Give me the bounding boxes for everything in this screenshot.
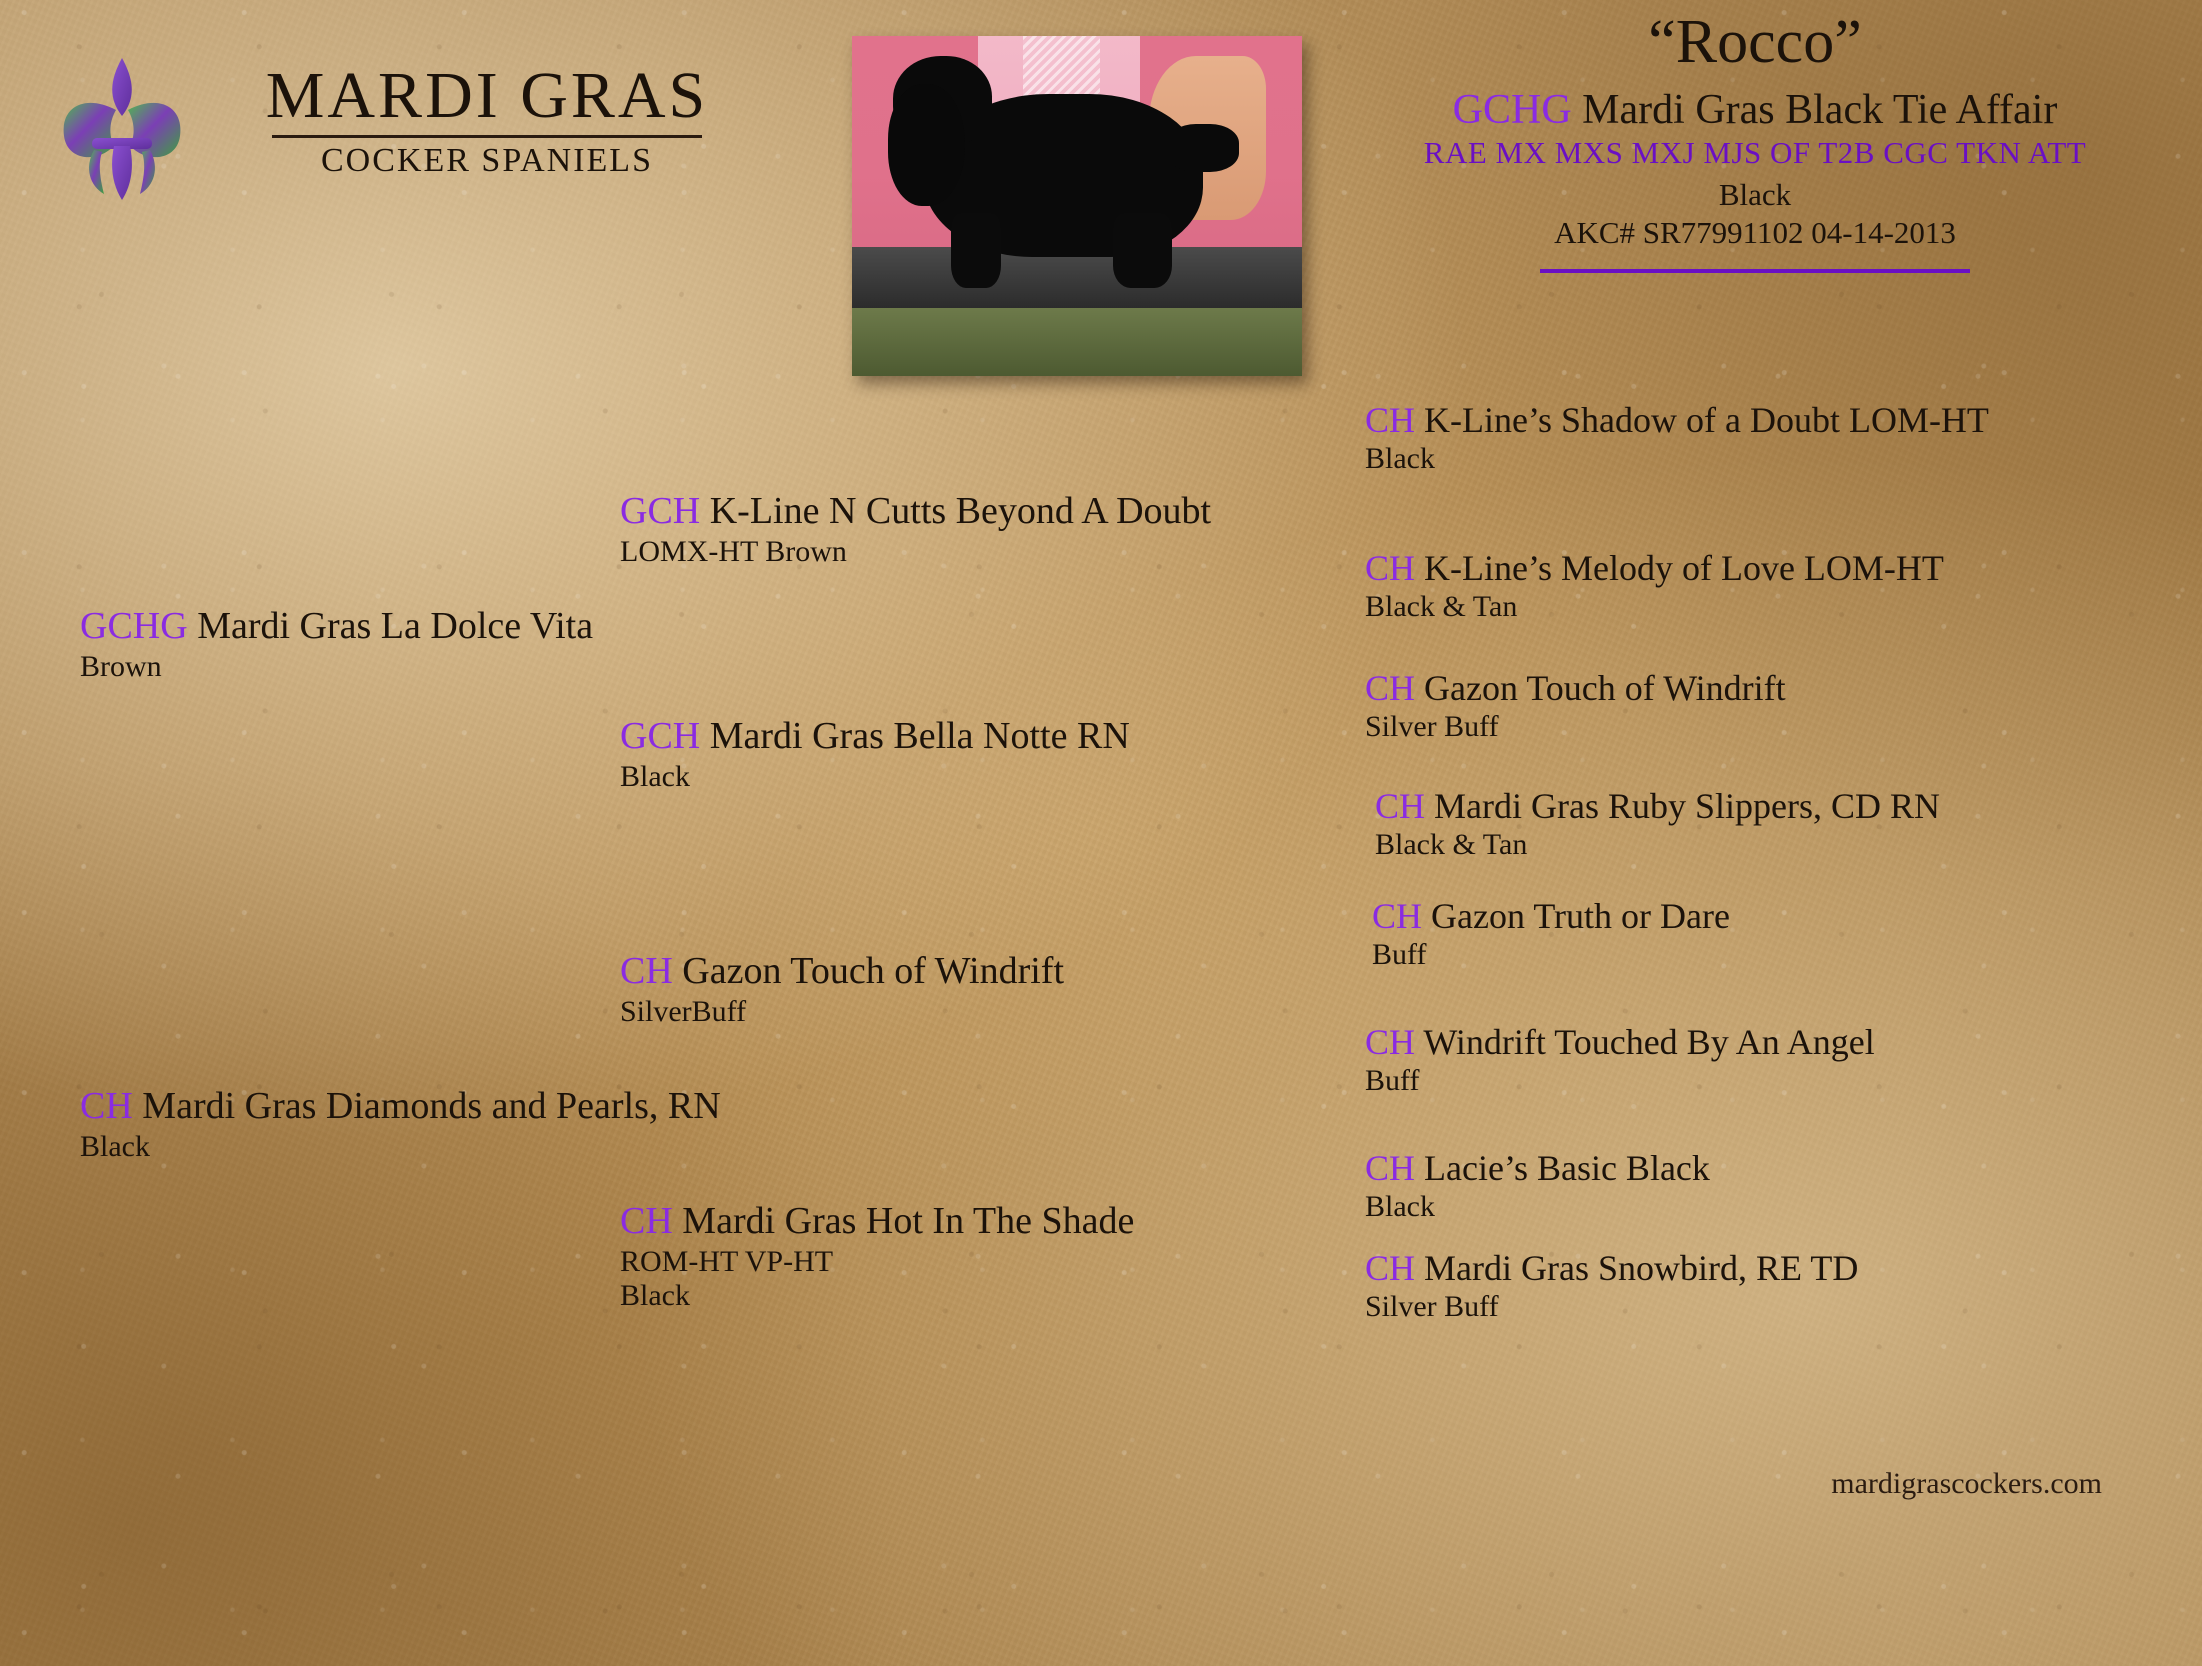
pedigree-entry-great-2 (1365, 548, 2165, 625)
entry-prefix: CH (1365, 400, 1416, 440)
entry-color: LOMX-HT Brown (620, 534, 847, 568)
brand-logo (52, 52, 742, 212)
entry-prefix: GCH (620, 490, 701, 532)
entry-name: Gazon Touch of Windrift (682, 950, 1065, 992)
entry-name: K-Line’s Shadow of a Doubt LOM-HT (1424, 400, 1989, 440)
pedigree-entry-grandsire-2 (620, 950, 1340, 1029)
pedigree-entry-dam (80, 1085, 960, 1164)
photo-dog-tail (1167, 124, 1239, 172)
dog-photo (852, 36, 1302, 376)
entry-color: Black (80, 1129, 150, 1163)
entry-prefix: CH (620, 950, 673, 992)
entry-name-line (80, 1085, 960, 1128)
entry-color: SilverBuff (620, 994, 747, 1028)
pedigree-entry-great-3 (1365, 668, 2165, 745)
entry-name: Gazon Touch of Windrift (1424, 668, 1786, 708)
entry-name-line (620, 490, 1340, 533)
entry-name: Mardi Gras La Dolce Vita (197, 605, 594, 647)
entry-color: Silver Buff (1365, 710, 1499, 744)
entry-name-line (1365, 548, 2165, 588)
pedigree-entry-great-5 (1372, 896, 2172, 973)
entry-name: Mardi Gras Bella Notte RN (709, 715, 1130, 757)
entry-color: Black & Tan (1375, 828, 1528, 862)
pedigree-entry-great-1 (1365, 400, 2165, 477)
entry-color: Buff (1365, 1064, 1420, 1098)
entry-prefix: CH (1365, 1148, 1416, 1188)
website-url[interactable]: mardigrascockers.com (1831, 1467, 2102, 1500)
earned-titles: RAE MX MXS MXJ MJS OF T2B CGC TKN ATT (1423, 135, 2087, 171)
subject-color: Black (1718, 177, 1792, 213)
entry-name-line (1372, 896, 2172, 936)
call-name: “Rocco” (1648, 8, 1862, 76)
header-divider (1540, 269, 1970, 273)
entry-prefix: GCH (620, 715, 701, 757)
entry-name: K-Line’s Melody of Love LOM-HT (1424, 548, 1944, 588)
entry-titles: ROM-HT VP-HT (620, 1244, 834, 1278)
pedigree-entry-granddam-1 (620, 715, 1340, 794)
entry-name-line (620, 1200, 1340, 1243)
entry-prefix: CH (1365, 1022, 1416, 1062)
entry-name-line (1365, 400, 2165, 440)
entry-name-line (1365, 1248, 2165, 1288)
entry-color: Black (1365, 1190, 1435, 1224)
entry-name: Mardi Gras Diamonds and Pearls, RN (142, 1085, 721, 1127)
photo-grass-floor (852, 308, 1302, 376)
pedigree-entry-granddam-2 (620, 1200, 1340, 1314)
brand-subtitle: COCKER SPANIELS (321, 142, 653, 180)
brand-divider (272, 135, 702, 138)
entry-name-line (1365, 1022, 2165, 1062)
pedigree-entry-great-8 (1365, 1248, 2165, 1325)
registered-name-prefix: GCHG (1452, 87, 1572, 134)
pedigree-entry-great-4 (1375, 786, 2175, 863)
entry-name-line (80, 605, 840, 648)
entry-prefix: CH (80, 1085, 133, 1127)
entry-color: Silver Buff (1365, 1290, 1499, 1324)
subject-header (1330, 10, 2180, 273)
entry-name: Mardi Gras Ruby Slippers, CD RN (1434, 786, 1941, 826)
pedigree-entry-sire (80, 605, 840, 684)
entry-color: Black & Tan (1365, 590, 1518, 624)
entry-color: Buff (1372, 938, 1427, 972)
entry-name: Lacie’s Basic Black (1424, 1148, 1710, 1188)
registration-number: AKC# SR77991102 04-14-2013 (1554, 215, 1956, 251)
brand-logo-text (252, 59, 722, 180)
entry-name: Gazon Truth or Dare (1431, 896, 1730, 936)
registered-name: Mardi Gras Black Tie Affair (1582, 87, 2058, 134)
entry-prefix: CH (1365, 668, 1416, 708)
entry-color: Black (1365, 442, 1435, 476)
registered-name-line (1330, 87, 2180, 133)
entry-prefix: CH (1375, 786, 1426, 826)
entry-name: Mardi Gras Snowbird, RE TD (1424, 1248, 1859, 1288)
brand-title: MARDI GRAS (265, 59, 709, 132)
entry-name: Windrift Touched By An Angel (1423, 1022, 1875, 1062)
entry-name-line (1365, 1148, 2165, 1188)
entry-name-line (1375, 786, 2175, 826)
entry-prefix: CH (1365, 1248, 1416, 1288)
entry-prefix: GCHG (80, 605, 188, 647)
entry-color: Black (620, 1279, 690, 1313)
entry-color: Brown (80, 649, 162, 683)
fleur-de-lis-icon (52, 54, 192, 204)
photo-dog-front-leg (951, 213, 1001, 288)
pedigree-entry-great-7 (1365, 1148, 2165, 1225)
entry-name-line (620, 715, 1340, 758)
entry-name: Mardi Gras Hot In The Shade (682, 1200, 1135, 1242)
entry-prefix: CH (620, 1200, 673, 1242)
entry-prefix: CH (1365, 548, 1416, 588)
photo-dog-ear (888, 84, 965, 206)
entry-color: Black (620, 759, 690, 793)
entry-name-line (620, 950, 1340, 993)
entry-name-line (1365, 668, 2165, 708)
pedigree-entry-grandsire-1 (620, 490, 1340, 569)
entry-prefix: CH (1372, 896, 1423, 936)
entry-name: K-Line N Cutts Beyond A Doubt (709, 490, 1212, 532)
photo-dog-rear-leg (1113, 213, 1172, 288)
pedigree-entry-great-6 (1365, 1022, 2165, 1099)
